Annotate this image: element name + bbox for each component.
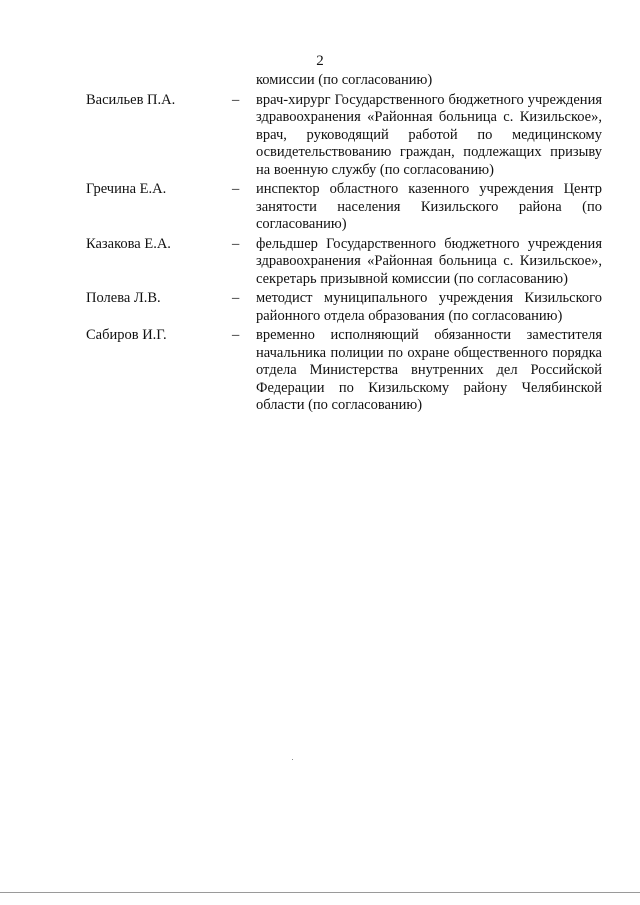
member-row xyxy=(86,92,602,180)
member-description: методист муниципального учреждения Кизильского районного отдела образования (по согласованию) xyxy=(256,290,602,324)
member-row xyxy=(86,290,602,325)
member-description: инспектор областного казенного учреждения Центр занятости населения Кизильского района (по согласованию) xyxy=(256,181,602,232)
member-name: Сабиров И.Г. xyxy=(86,327,167,343)
continuation-dash-cell xyxy=(232,72,256,90)
member-row xyxy=(86,236,602,289)
scan-speck xyxy=(292,759,293,760)
member-row xyxy=(86,327,602,415)
member-dash: – xyxy=(232,91,240,108)
member-description: фельдшер Государственного бюджетного учреждения здравоохранения «Районная больница с. Кизильское», секретарь призывной комиссии (по согласованию) xyxy=(256,235,602,287)
continuation-name-cell xyxy=(86,72,232,90)
member-name: Гречина Е.А. xyxy=(86,181,167,197)
page-number: 2 xyxy=(316,53,324,69)
commission-member-list xyxy=(86,72,602,415)
member-dash: – xyxy=(232,290,240,306)
member-dash: – xyxy=(232,181,240,197)
page-bottom-rule xyxy=(0,892,640,893)
member-description: временно исполняющий обязанности заместителя начальника полиции по охране общественного порядка отдела Министерства внутренних дел Российской Федерации по Кизильскому району Челябинской области (по согласованию) xyxy=(256,327,602,413)
member-name: Полева Л.В. xyxy=(86,290,161,306)
member-name: Васильев П.А. xyxy=(86,91,176,108)
member-description: врач-хирург Государственного бюджетного учреждения здравоохранения «Районная больница с. Кизильское», врач, руководящий работой по медицинскому освидетельствованию граждан, подлежащих призыву на военную службу (по согласованию) xyxy=(256,91,602,178)
continuation-text: комиссии (по согласованию) xyxy=(256,72,433,88)
member-dash: – xyxy=(232,327,240,343)
continuation-row xyxy=(86,72,602,90)
member-row xyxy=(86,181,602,234)
member-name: Казакова Е.А. xyxy=(86,235,171,252)
member-dash: – xyxy=(232,235,240,252)
